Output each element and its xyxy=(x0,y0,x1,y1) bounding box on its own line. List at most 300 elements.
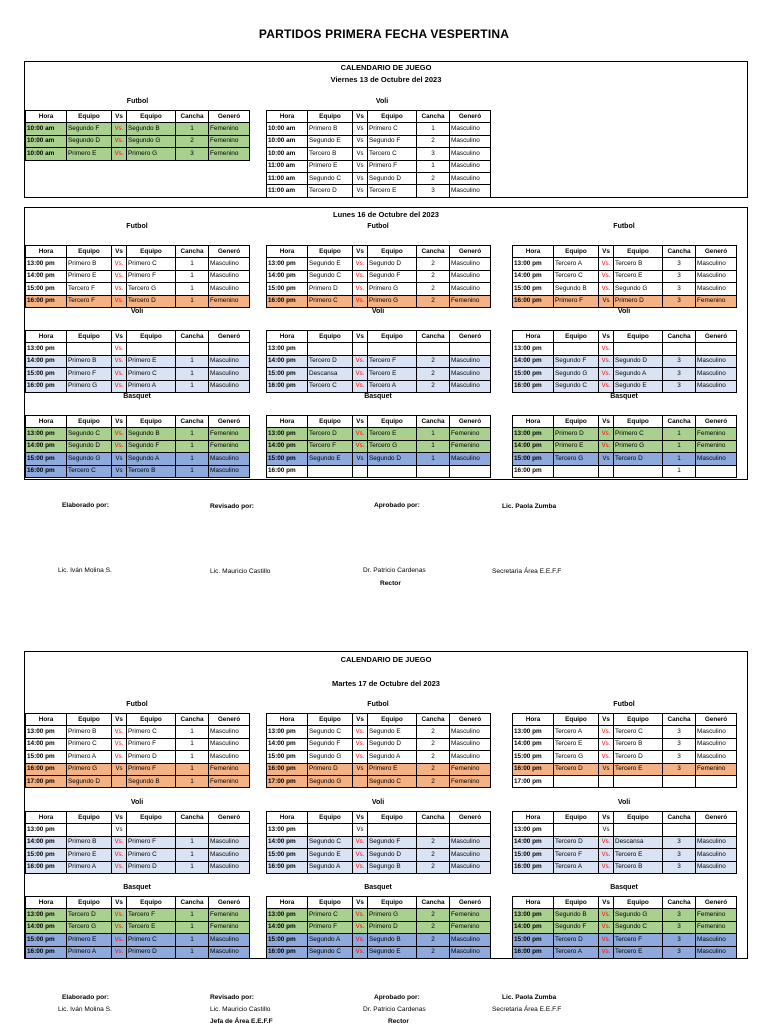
team-2: Tercero E xyxy=(127,921,176,933)
team-2: Primero C xyxy=(614,428,663,440)
team-1 xyxy=(554,824,599,836)
column-header: Equipo xyxy=(614,812,663,824)
court-number: 2 xyxy=(417,775,450,787)
match-row xyxy=(267,428,491,440)
gender: Masculino xyxy=(696,946,737,958)
court-number: 1 xyxy=(176,380,209,392)
team-1: Primero E xyxy=(67,270,112,282)
gender: Femenino xyxy=(209,135,250,147)
column-header: Cancha xyxy=(663,331,696,343)
column-header: Hora xyxy=(513,331,554,343)
court-number: 1 xyxy=(417,428,450,440)
column-header: Cancha xyxy=(176,812,209,824)
column-header: Generó xyxy=(209,416,250,428)
vs-label: Vs xyxy=(599,453,614,465)
paola-label: Lic. Paola Zumba xyxy=(502,503,557,510)
court-number: 2 xyxy=(417,368,450,380)
match-row xyxy=(26,465,250,477)
column-header: Equipo xyxy=(127,331,176,343)
court-number: 1 xyxy=(176,909,209,921)
court-number: 2 xyxy=(417,921,450,933)
match-row xyxy=(267,849,491,861)
match-time: 15:00 pm xyxy=(267,368,308,380)
calendar-date: Martes 17 de Octubre del 2023 xyxy=(332,679,440,688)
table-header-row xyxy=(267,246,491,258)
team-2: Segundo E xyxy=(614,380,663,392)
court-number: 2 xyxy=(417,738,450,750)
column-header: Vs xyxy=(112,812,127,824)
team-2: Tercero B xyxy=(614,861,663,873)
gender: Masculino xyxy=(450,135,491,147)
vs-label: Vs. xyxy=(353,861,368,873)
column-header: Hora xyxy=(267,331,308,343)
match-time: 10:00 am xyxy=(26,135,67,147)
gender: Femenino xyxy=(209,775,250,787)
table-header-row xyxy=(513,331,737,343)
sport-label: Basquet xyxy=(123,393,151,400)
team-1: Segundo E xyxy=(308,453,353,465)
match-row xyxy=(26,123,250,135)
table-header-row xyxy=(26,714,250,726)
column-header: Generó xyxy=(450,111,491,123)
match-row xyxy=(26,738,250,750)
match-table xyxy=(25,245,250,308)
match-row xyxy=(513,934,737,946)
team-1: Primero B xyxy=(308,123,353,135)
court-number: 1 xyxy=(176,440,209,452)
sport-label: Basquet xyxy=(364,884,392,891)
vs-label: Vs xyxy=(353,160,368,172)
team-2 xyxy=(614,343,663,355)
court-number: 2 xyxy=(417,172,450,184)
court-number: 1 xyxy=(176,283,209,295)
match-row xyxy=(267,775,491,787)
gender: Masculino xyxy=(450,160,491,172)
gender: Femenino xyxy=(209,763,250,775)
match-time: 15:00 pm xyxy=(513,849,554,861)
team-2: Primero F xyxy=(127,738,176,750)
sport-label: Futbol xyxy=(126,701,148,708)
match-row xyxy=(267,283,491,295)
match-table xyxy=(266,330,491,393)
match-time: 13:00 pm xyxy=(267,343,308,355)
match-time: 13:00 pm xyxy=(513,726,554,738)
gender: Masculino xyxy=(696,270,737,282)
match-time: 14:00 pm xyxy=(267,270,308,282)
gender: Masculino xyxy=(696,368,737,380)
match-time: 16:00 pm xyxy=(26,295,67,307)
match-row xyxy=(267,946,491,958)
vs-label: Vs. xyxy=(112,849,127,861)
team-2: Tercero A xyxy=(368,380,417,392)
gender xyxy=(209,343,250,355)
column-header: Equipo xyxy=(614,331,663,343)
column-header: Cancha xyxy=(663,812,696,824)
match-time: 15:00 pm xyxy=(513,283,554,295)
match-time: 13:00 pm xyxy=(513,824,554,836)
vs-label xyxy=(353,465,368,477)
column-header: Equipo xyxy=(614,714,663,726)
column-header: Generó xyxy=(209,246,250,258)
court-number: 1 xyxy=(663,428,696,440)
match-time: 10:00 am xyxy=(267,148,308,160)
match-row xyxy=(267,258,491,270)
gender: Masculino xyxy=(450,355,491,367)
gender: Masculino xyxy=(696,726,737,738)
match-time: 15:00 pm xyxy=(267,283,308,295)
sport-label: Basquet xyxy=(123,884,151,891)
team-2: Segundo D xyxy=(368,172,417,184)
match-time: 13:00 pm xyxy=(26,258,67,270)
court-number: 2 xyxy=(417,726,450,738)
team-1 xyxy=(554,343,599,355)
team-2: Tercero E xyxy=(614,946,663,958)
vs-label: Vs xyxy=(112,453,127,465)
match-time: 17:00 pm xyxy=(513,775,554,787)
match-row xyxy=(26,258,250,270)
court-number: 2 xyxy=(417,934,450,946)
team-1: Descansa xyxy=(308,368,353,380)
team-2: Primero E xyxy=(368,763,417,775)
team-1: Primero E xyxy=(67,849,112,861)
column-header: Cancha xyxy=(663,246,696,258)
table-header-row xyxy=(513,416,737,428)
match-row xyxy=(26,148,250,160)
match-row xyxy=(26,295,250,307)
vs-label: Vs xyxy=(112,763,127,775)
column-header: Vs xyxy=(353,714,368,726)
team-1: Tercero B xyxy=(308,148,353,160)
ivan-name: Lic. Iván Molina S. xyxy=(58,567,112,574)
team-2: Segundo A xyxy=(127,453,176,465)
team-2: Primero C xyxy=(127,368,176,380)
match-time: 16:00 pm xyxy=(267,946,308,958)
gender: Masculino xyxy=(696,836,737,848)
sport-label: Basquet xyxy=(610,393,638,400)
vs-label: Vs. xyxy=(599,368,614,380)
team-1: Segundo E xyxy=(308,135,353,147)
vs-label: Vs. xyxy=(599,849,614,861)
column-header: Equipo xyxy=(368,812,417,824)
gender: Masculino xyxy=(209,283,250,295)
match-row xyxy=(513,380,737,392)
vs-label: Vs xyxy=(353,763,368,775)
gender: Femenino xyxy=(450,295,491,307)
team-1: Segundo G xyxy=(308,775,353,787)
match-time: 14:00 pm xyxy=(26,355,67,367)
column-header: Equipo xyxy=(368,416,417,428)
team-2: Tercero D xyxy=(127,295,176,307)
column-header: Vs xyxy=(599,812,614,824)
column-header: Cancha xyxy=(417,111,450,123)
team-2: Segundo B xyxy=(368,934,417,946)
table-header-row xyxy=(26,812,250,824)
gender: Femenino xyxy=(696,440,737,452)
gender: Masculino xyxy=(450,368,491,380)
team-1 xyxy=(554,465,599,477)
court-number: 3 xyxy=(663,909,696,921)
gender: Masculino xyxy=(450,934,491,946)
team-2: Primero E xyxy=(127,355,176,367)
column-header: Equipo xyxy=(554,812,599,824)
match-time: 16:00 pm xyxy=(26,946,67,958)
column-header: Equipo xyxy=(127,812,176,824)
court-number: 1 xyxy=(176,861,209,873)
team-1: Primero E xyxy=(554,440,599,452)
match-row xyxy=(26,380,250,392)
team-2 xyxy=(127,343,176,355)
column-header: Generó xyxy=(450,897,491,909)
match-row xyxy=(513,368,737,380)
match-time: 13:00 pm xyxy=(267,909,308,921)
match-row xyxy=(26,934,250,946)
court-number: 2 xyxy=(417,946,450,958)
column-header: Hora xyxy=(267,897,308,909)
gender: Femenino xyxy=(450,763,491,775)
vs-label: Vs. xyxy=(112,428,127,440)
vs-label: Vs. xyxy=(112,270,127,282)
match-row xyxy=(26,751,250,763)
team-1: Segundo G xyxy=(67,453,112,465)
match-time: 13:00 pm xyxy=(513,428,554,440)
team-1: Primero A xyxy=(67,751,112,763)
column-header: Equipo xyxy=(614,246,663,258)
gender: Femenino xyxy=(450,440,491,452)
court-number: 1 xyxy=(176,738,209,750)
team-2: Segundo G xyxy=(614,909,663,921)
team-2: Primero G xyxy=(127,148,176,160)
vs-label: Vs. xyxy=(353,849,368,861)
column-header: Hora xyxy=(267,111,308,123)
vs-label: Vs. xyxy=(353,368,368,380)
column-header: Hora xyxy=(26,714,67,726)
match-table xyxy=(266,811,491,874)
match-row xyxy=(267,270,491,282)
match-time: 14:00 pm xyxy=(513,921,554,933)
team-1: Tercero D xyxy=(308,355,353,367)
team-1: Primero D xyxy=(308,283,353,295)
team-1: Segundo D xyxy=(67,440,112,452)
match-row xyxy=(267,453,491,465)
court-number: 2 xyxy=(417,836,450,848)
column-header: Hora xyxy=(513,416,554,428)
court-number: 1 xyxy=(176,763,209,775)
vs-label: Vs. xyxy=(112,135,127,147)
match-time: 11:00 am xyxy=(267,160,308,172)
vs-label: Vs. xyxy=(112,368,127,380)
team-1: Segundo A xyxy=(308,861,353,873)
match-row xyxy=(26,453,250,465)
gender: Femenino xyxy=(696,763,737,775)
match-row xyxy=(513,763,737,775)
match-row xyxy=(26,428,250,440)
match-time: 15:00 pm xyxy=(26,849,67,861)
match-time: 14:00 pm xyxy=(26,440,67,452)
team-2: Segundo D xyxy=(368,738,417,750)
match-row xyxy=(26,849,250,861)
vs-label: Vs. xyxy=(353,258,368,270)
team-1: Tercero E xyxy=(554,738,599,750)
gender: Masculino xyxy=(209,849,250,861)
column-header: Generó xyxy=(696,416,737,428)
column-header: Vs xyxy=(353,897,368,909)
column-header: Equipo xyxy=(368,331,417,343)
gender: Masculino xyxy=(696,355,737,367)
team-2: Segundo D xyxy=(368,849,417,861)
vs-label: Vs. xyxy=(599,440,614,452)
match-row xyxy=(513,270,737,282)
court-number: 2 xyxy=(417,751,450,763)
team-1: Primero C xyxy=(308,295,353,307)
column-header: Equipo xyxy=(554,897,599,909)
match-time: 14:00 pm xyxy=(26,738,67,750)
gender: Masculino xyxy=(209,861,250,873)
gender: Masculino xyxy=(450,946,491,958)
gender: Masculino xyxy=(209,934,250,946)
column-header: Hora xyxy=(513,812,554,824)
match-row xyxy=(267,763,491,775)
team-2: Segundo D xyxy=(368,453,417,465)
column-header: Hora xyxy=(26,331,67,343)
match-time: 13:00 pm xyxy=(513,909,554,921)
vs-label: Vs xyxy=(353,172,368,184)
team-2: Segundo F xyxy=(127,440,176,452)
column-header: Generó xyxy=(209,812,250,824)
vs-label: Vs. xyxy=(353,934,368,946)
sport-label: Voli xyxy=(617,799,631,806)
team-1: Tercero C xyxy=(308,380,353,392)
vs-label: Vs. xyxy=(112,946,127,958)
gender: Masculino xyxy=(696,751,737,763)
column-header: Vs xyxy=(599,714,614,726)
court-number: 2 xyxy=(417,763,450,775)
team-2: Tercero G xyxy=(127,283,176,295)
vs-label: Vs. xyxy=(112,283,127,295)
team-2: Segundo E xyxy=(368,726,417,738)
court-number: 2 xyxy=(176,135,209,147)
match-row xyxy=(267,160,491,172)
vs-label: Vs. xyxy=(599,946,614,958)
gender: Masculino xyxy=(209,368,250,380)
team-1 xyxy=(308,465,353,477)
column-header: Equipo xyxy=(67,111,112,123)
sport-label: Voli xyxy=(130,308,144,315)
team-1: Segundo C xyxy=(308,270,353,282)
vs-label: Vs. xyxy=(599,726,614,738)
column-header: Hora xyxy=(26,246,67,258)
gender xyxy=(696,343,737,355)
team-1: Segundo F xyxy=(67,123,112,135)
gender: Masculino xyxy=(696,258,737,270)
column-header: Vs xyxy=(353,812,368,824)
match-time: 16:00 pm xyxy=(513,380,554,392)
vs-label xyxy=(112,775,127,787)
team-1: Tercero G xyxy=(554,453,599,465)
court-number: 3 xyxy=(663,355,696,367)
match-row xyxy=(513,343,737,355)
team-2: Tercero D xyxy=(614,751,663,763)
column-header: Equipo xyxy=(308,331,353,343)
team-2: Primero F xyxy=(127,763,176,775)
match-time: 14:00 pm xyxy=(267,440,308,452)
vs-label: Vs xyxy=(599,824,614,836)
revisado-label: Revisado por: xyxy=(210,503,254,510)
team-2: Segundo A xyxy=(614,368,663,380)
team-2: Segundo D xyxy=(614,355,663,367)
match-row xyxy=(267,172,491,184)
team-2: Segungo B xyxy=(368,861,417,873)
match-row xyxy=(513,465,737,477)
team-2: Tercero C xyxy=(614,726,663,738)
column-header: Generó xyxy=(209,111,250,123)
table-header-row xyxy=(26,416,250,428)
column-header: Hora xyxy=(26,812,67,824)
gender: Masculino xyxy=(450,380,491,392)
column-header: Cancha xyxy=(176,246,209,258)
team-1: Primero G xyxy=(67,380,112,392)
match-row xyxy=(267,738,491,750)
table-header-row xyxy=(513,246,737,258)
match-row xyxy=(26,343,250,355)
column-header: Cancha xyxy=(417,812,450,824)
column-header: Generó xyxy=(209,897,250,909)
match-time: 13:00 pm xyxy=(513,258,554,270)
team-2: Primero C xyxy=(127,849,176,861)
court-number: 2 xyxy=(417,380,450,392)
vs-label: Vs xyxy=(353,148,368,160)
column-header: Equipo xyxy=(554,416,599,428)
column-header: Vs xyxy=(353,246,368,258)
court-number: 1 xyxy=(176,453,209,465)
table-header-row xyxy=(267,416,491,428)
table-header-row xyxy=(267,812,491,824)
vs-label: Vs. xyxy=(353,909,368,921)
vs-label: Vs. xyxy=(112,258,127,270)
column-header: Hora xyxy=(26,111,67,123)
match-table xyxy=(512,896,737,959)
vs-label: Vs. xyxy=(599,921,614,933)
column-header: Equipo xyxy=(554,331,599,343)
match-row xyxy=(513,751,737,763)
gender: Masculino xyxy=(209,946,250,958)
column-header: Cancha xyxy=(417,246,450,258)
match-time: 15:00 pm xyxy=(513,751,554,763)
team-1: Tercero G xyxy=(554,751,599,763)
match-time: 16:00 pm xyxy=(26,465,67,477)
column-header: Equipo xyxy=(67,246,112,258)
column-header: Equipo xyxy=(127,246,176,258)
court-number: 1 xyxy=(176,368,209,380)
court-number: 1 xyxy=(663,465,696,477)
court-number: 1 xyxy=(663,440,696,452)
gender: Masculino xyxy=(209,751,250,763)
gender: Masculino xyxy=(209,258,250,270)
gender: Femenino xyxy=(209,440,250,452)
team-1: Segundo A xyxy=(308,934,353,946)
match-time: 13:00 pm xyxy=(26,726,67,738)
team-2: Tercero E xyxy=(368,185,417,197)
vs-label: Vs. xyxy=(353,380,368,392)
match-row xyxy=(26,763,250,775)
gender: Femenino xyxy=(450,428,491,440)
vs-label: Vs. xyxy=(353,440,368,452)
match-row xyxy=(267,343,491,355)
column-header: Equipo xyxy=(368,111,417,123)
gender xyxy=(450,465,491,477)
match-table xyxy=(512,245,737,308)
elaborado-label: Elaborado por: xyxy=(62,994,109,1001)
match-time: 17:00 pm xyxy=(267,775,308,787)
